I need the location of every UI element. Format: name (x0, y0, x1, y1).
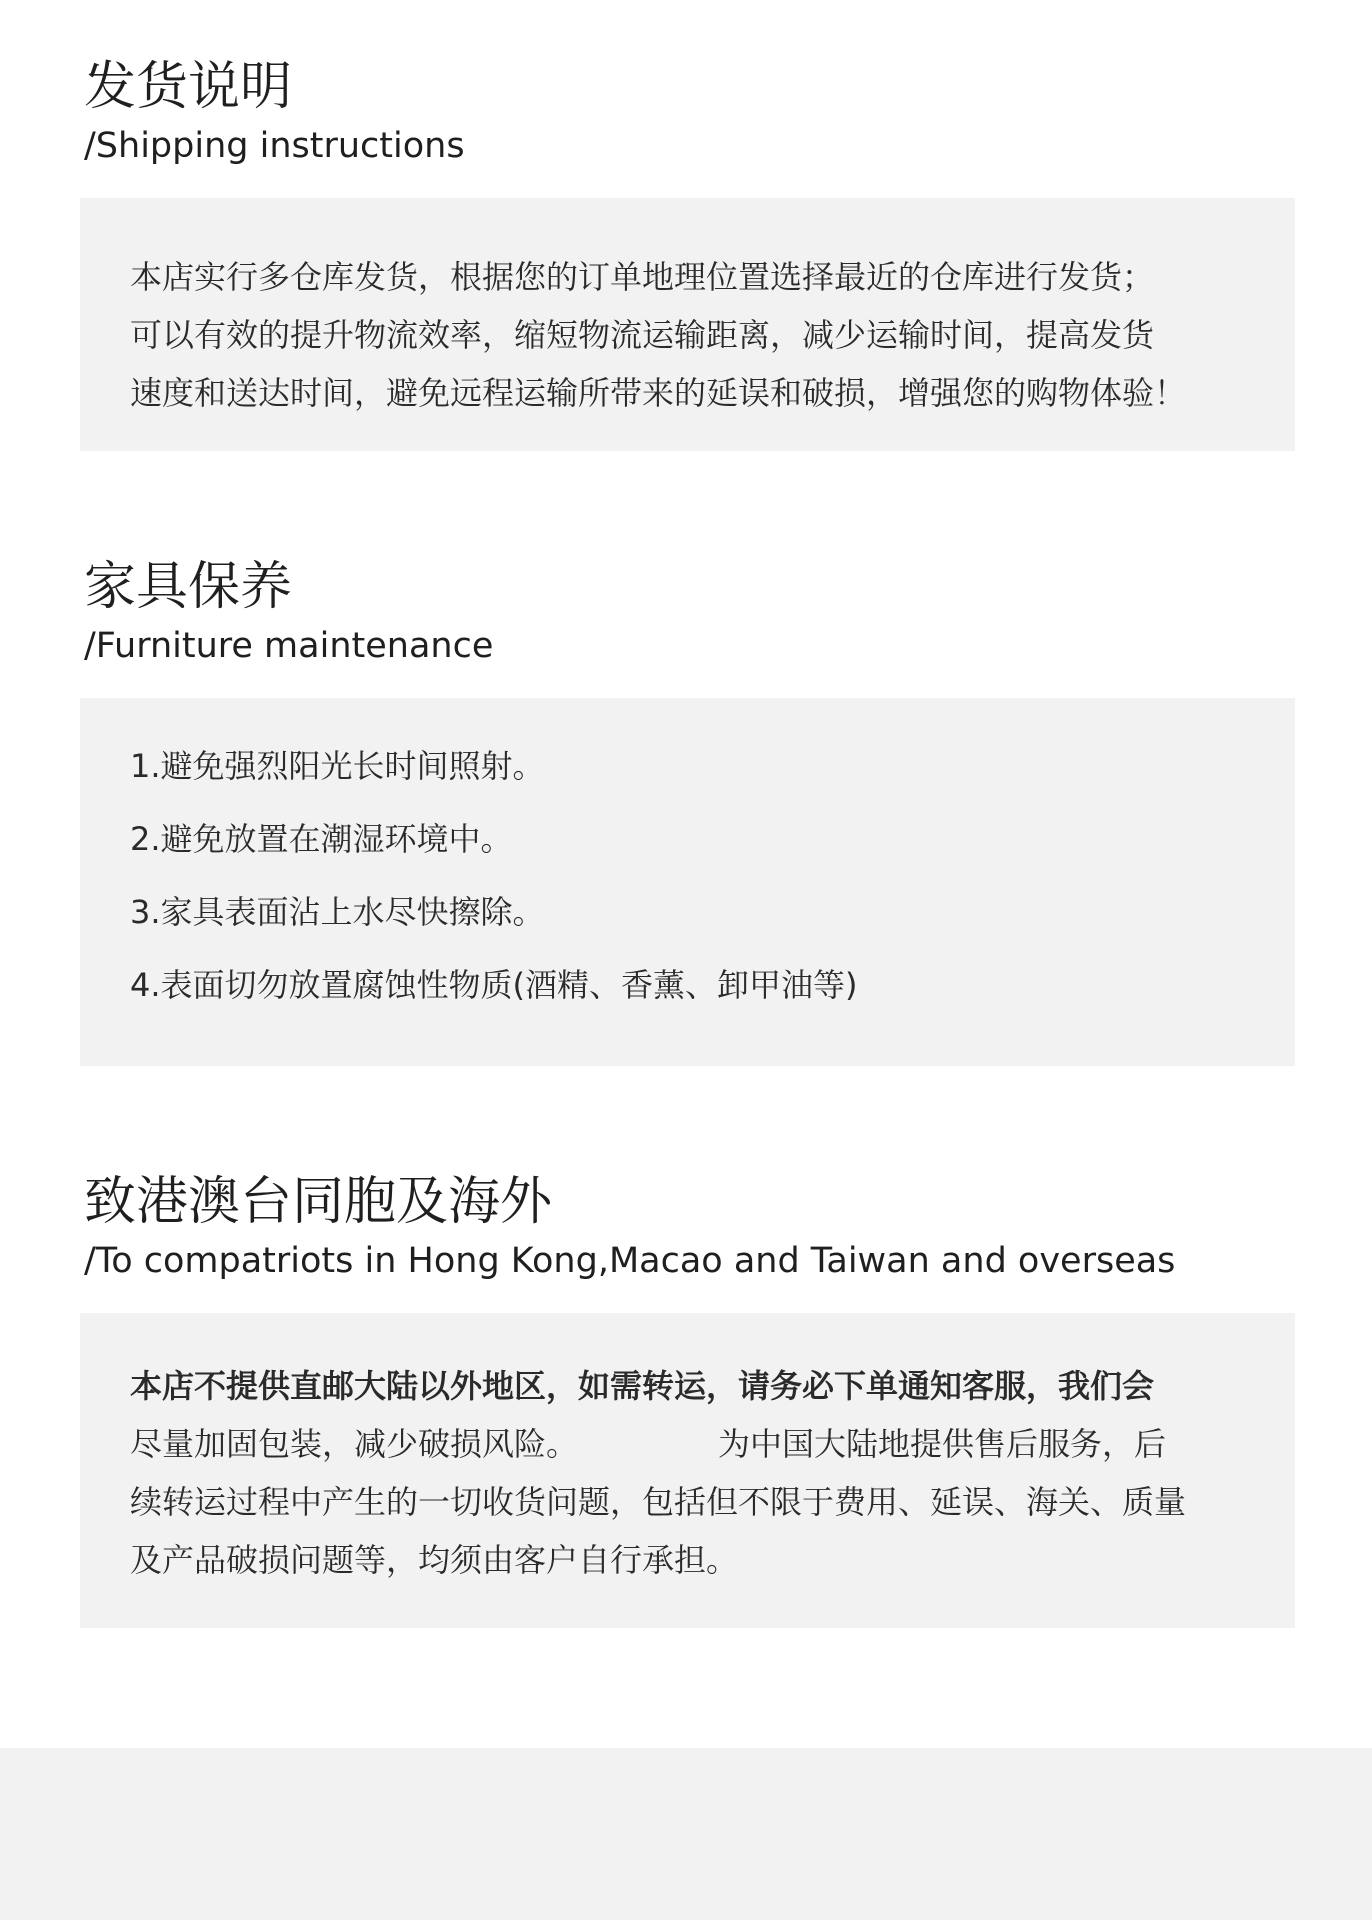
shipping-line: 速度和送达时间，避免远程运输所带来的延误和破损，增强您的购物体验！ (130, 374, 1187, 412)
maintenance-item: 4.表面切勿放置腐蚀性物质(酒精、香薰、卸甲油等) (130, 966, 858, 1004)
overseas-line-part: 尽量加固包装，减少破损风险。 (130, 1425, 579, 1463)
maintenance-title-zh: 家具保养 (84, 557, 293, 617)
overseas-line: 本店不提供直邮大陆以外地区，如需转运，请务必下单通知客服，我们会 (130, 1367, 1155, 1405)
maintenance-item: 3.家具表面沾上水尽快擦除。 (130, 893, 545, 931)
shipping-line: 本店实行多仓库发货，根据您的订单地理位置选择最近的仓库进行发货； (130, 258, 1155, 296)
overseas-title-en: /To compatriots in Hong Kong,Macao and Taiwan and overseas (84, 1241, 1176, 1281)
maintenance-info-box (80, 698, 1295, 1066)
maintenance-item: 1.避免强烈阳光长时间照射。 (130, 747, 545, 785)
overseas-line: 及产品破损问题等，均须由客户自行承担。 (130, 1541, 739, 1579)
maintenance-title-en: /Furniture maintenance (84, 626, 494, 666)
shipping-title-zh: 发货说明 (84, 57, 293, 117)
overseas-line: 续转运过程中产生的一切收货问题，包括但不限于费用、延误、海关、质量 (130, 1483, 1187, 1521)
shipping-line: 可以有效的提升物流效率，缩短物流运输距离，减少运输时间，提高发货 (130, 316, 1155, 354)
shipping-title-en: /Shipping instructions (84, 126, 465, 166)
overseas-title-zh: 致港澳台同胞及海外 (84, 1172, 553, 1232)
overseas-line (130, 1415, 1295, 1473)
overseas-info-box (80, 1313, 1295, 1628)
maintenance-item: 2.避免放置在潮湿环境中。 (130, 820, 513, 858)
footer-band (0, 1748, 1372, 1920)
shipping-info-box (80, 198, 1295, 451)
overseas-line-part: 为中国大陆地提供售后服务，后 (718, 1425, 1167, 1463)
